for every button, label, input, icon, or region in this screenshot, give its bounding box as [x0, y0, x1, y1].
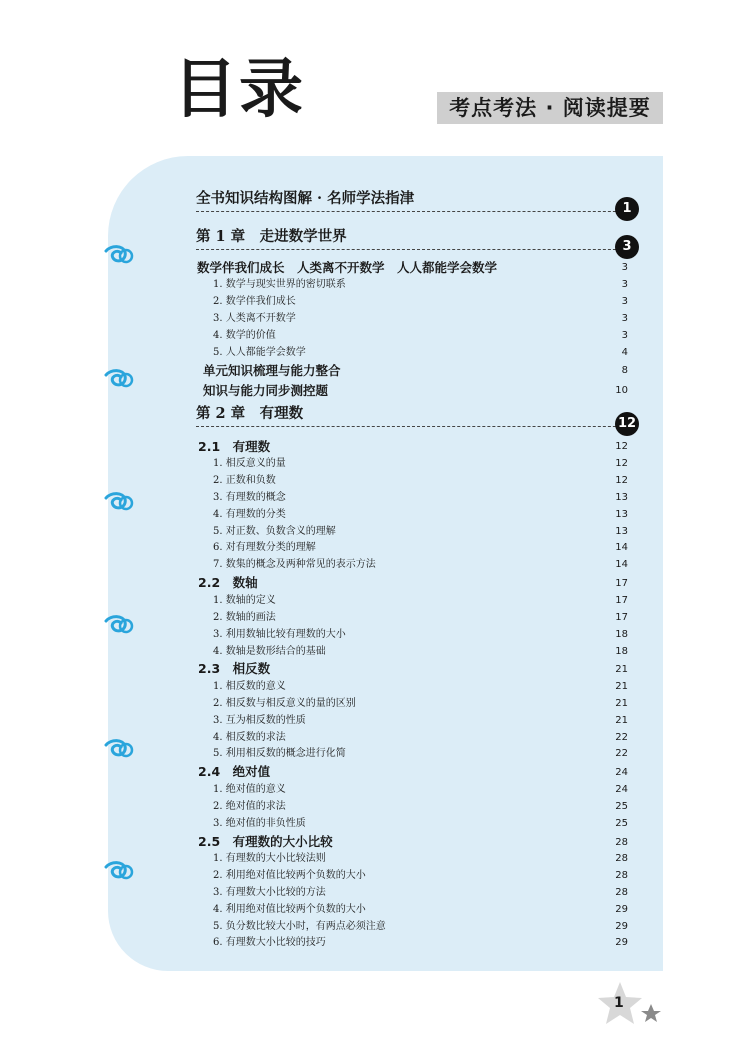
page-number: 25 — [615, 801, 628, 812]
toc-item[interactable]: 6. 对有理数分类的理解 — [213, 542, 316, 553]
binder-ring-icon — [103, 368, 135, 390]
toc-heading[interactable]: 2.3 相反数 — [198, 661, 271, 676]
binder-ring-icon — [103, 860, 135, 882]
section-page-badge: 12 — [615, 412, 639, 436]
toc-heading[interactable]: 2.4 绝对值 — [198, 764, 271, 779]
footer-page-number: 1 — [614, 995, 624, 1011]
page-number: 24 — [615, 784, 628, 795]
page-number-badge — [592, 980, 662, 1030]
page-number: 28 — [615, 887, 628, 898]
page-number: 29 — [615, 921, 628, 932]
section-title: 第 1 章 走进数学世界 — [196, 228, 347, 245]
toc-item[interactable]: 1. 相反意义的量 — [213, 458, 286, 469]
page-number: 29 — [615, 937, 628, 948]
toc-item[interactable]: 1. 相反数的意义 — [213, 681, 286, 692]
page-number: 4 — [621, 347, 628, 358]
toc-item[interactable]: 1. 数学与现实世界的密切联系 — [213, 279, 346, 290]
toc-item[interactable]: 5. 对正数、负数含义的理解 — [213, 526, 336, 537]
page-number: 18 — [615, 629, 628, 640]
page-number: 3 — [621, 313, 628, 324]
page-number: 3 — [621, 262, 628, 273]
page-number: 13 — [615, 509, 628, 520]
page-number: 28 — [615, 870, 628, 881]
toc-item[interactable]: 4. 有理数的分类 — [213, 509, 286, 520]
page-number: 13 — [615, 492, 628, 503]
page-title: 目录 — [173, 53, 305, 127]
toc-item[interactable]: 4. 相反数的求法 — [213, 732, 286, 743]
page-number: 13 — [615, 526, 628, 537]
binder-ring-icon — [103, 738, 135, 760]
page-number: 3 — [621, 330, 628, 341]
toc-heading[interactable]: 2.1 有理数 — [198, 439, 271, 454]
toc-heading[interactable]: 2.2 数轴 — [198, 575, 258, 590]
toc-item[interactable]: 2. 相反数与相反意义的量的区别 — [213, 698, 356, 709]
toc-item[interactable]: 1. 有理数的大小比较法则 — [213, 853, 326, 864]
page-number: 25 — [615, 818, 628, 829]
toc-item[interactable]: 2. 正数和负数 — [213, 475, 276, 486]
page-number: 17 — [615, 612, 628, 623]
binder-ring-icon — [103, 614, 135, 636]
page-number: 24 — [615, 767, 628, 778]
page-number: 22 — [615, 732, 628, 743]
section-page-badge: 1 — [615, 197, 639, 221]
section-row[interactable] — [196, 187, 636, 216]
page-number: 12 — [615, 441, 628, 452]
section-title: 第 2 章 有理数 — [196, 405, 304, 422]
toc-item[interactable]: 2. 利用绝对值比较两个负数的大小 — [213, 870, 366, 881]
page-subtitle: 考点考法 · 阅读提要 — [437, 92, 663, 124]
toc-item[interactable]: 4. 数学的价值 — [213, 330, 276, 341]
binder-ring-icon — [103, 491, 135, 513]
toc-item[interactable]: 3. 互为相反数的性质 — [213, 715, 306, 726]
toc-item[interactable]: 7. 数集的概念及两种常见的表示方法 — [213, 559, 376, 570]
section-row[interactable] — [196, 402, 637, 431]
page-number: 21 — [615, 698, 628, 709]
toc-item[interactable]: 3. 利用数轴比较有理数的大小 — [213, 629, 346, 640]
toc-heading[interactable]: 2.5 有理数的大小比较 — [198, 834, 333, 849]
toc-item[interactable]: 1. 数轴的定义 — [213, 595, 276, 606]
page-number: 29 — [615, 904, 628, 915]
page-number: 28 — [615, 837, 628, 848]
section-page-badge: 3 — [615, 235, 639, 259]
toc-item[interactable]: 5. 负分数比较大小时，有两点必须注意 — [213, 921, 386, 932]
section-row[interactable] — [196, 225, 636, 254]
toc-item[interactable]: 3. 绝对值的非负性质 — [213, 818, 306, 829]
page-number: 3 — [621, 296, 628, 307]
toc-item[interactable]: 5. 人人都能学会数学 — [213, 347, 306, 358]
page-number: 14 — [615, 559, 628, 570]
page-number: 12 — [615, 475, 628, 486]
page-number: 21 — [615, 715, 628, 726]
page-number: 8 — [621, 365, 628, 376]
page-number: 14 — [615, 542, 628, 553]
toc-item[interactable]: 2. 绝对值的求法 — [213, 801, 286, 812]
toc-item[interactable]: 4. 利用绝对值比较两个负数的大小 — [213, 904, 366, 915]
page-number: 21 — [615, 664, 628, 675]
toc-item[interactable]: 5. 利用相反数的概念进行化简 — [213, 748, 346, 759]
toc-item[interactable]: 3. 有理数的概念 — [213, 492, 286, 503]
page-number: 21 — [615, 681, 628, 692]
star-icon — [592, 980, 662, 1030]
page-number: 10 — [615, 385, 628, 396]
page-number: 17 — [615, 595, 628, 606]
toc-item[interactable]: 2. 数轴的画法 — [213, 612, 276, 623]
page-number: 12 — [615, 458, 628, 469]
section-title: 全书知识结构图解 · 名师学法指津 — [196, 190, 415, 207]
page-number: 17 — [615, 578, 628, 589]
page-number: 28 — [615, 853, 628, 864]
page-number: 18 — [615, 646, 628, 657]
toc-item[interactable]: 1. 绝对值的意义 — [213, 784, 286, 795]
toc-heading[interactable]: 单元知识梳理与能力整合 — [203, 363, 341, 378]
toc-item[interactable]: 2. 数学伴我们成长 — [213, 296, 296, 307]
toc-panel — [108, 156, 663, 971]
toc-item[interactable]: 3. 人类离不开数学 — [213, 313, 296, 324]
toc-item[interactable]: 6. 有理数大小比较的技巧 — [213, 937, 326, 948]
toc-item[interactable]: 3. 有理数大小比较的方法 — [213, 887, 326, 898]
page-number: 22 — [615, 748, 628, 759]
toc-heading[interactable]: 数学伴我们成长 人类离不开数学 人人都能学会数学 — [197, 260, 498, 275]
page-number: 3 — [621, 279, 628, 290]
toc-item[interactable]: 4. 数轴是数形结合的基础 — [213, 646, 326, 657]
binder-ring-icon — [103, 244, 135, 266]
toc-heading[interactable]: 知识与能力同步测控题 — [203, 383, 329, 398]
